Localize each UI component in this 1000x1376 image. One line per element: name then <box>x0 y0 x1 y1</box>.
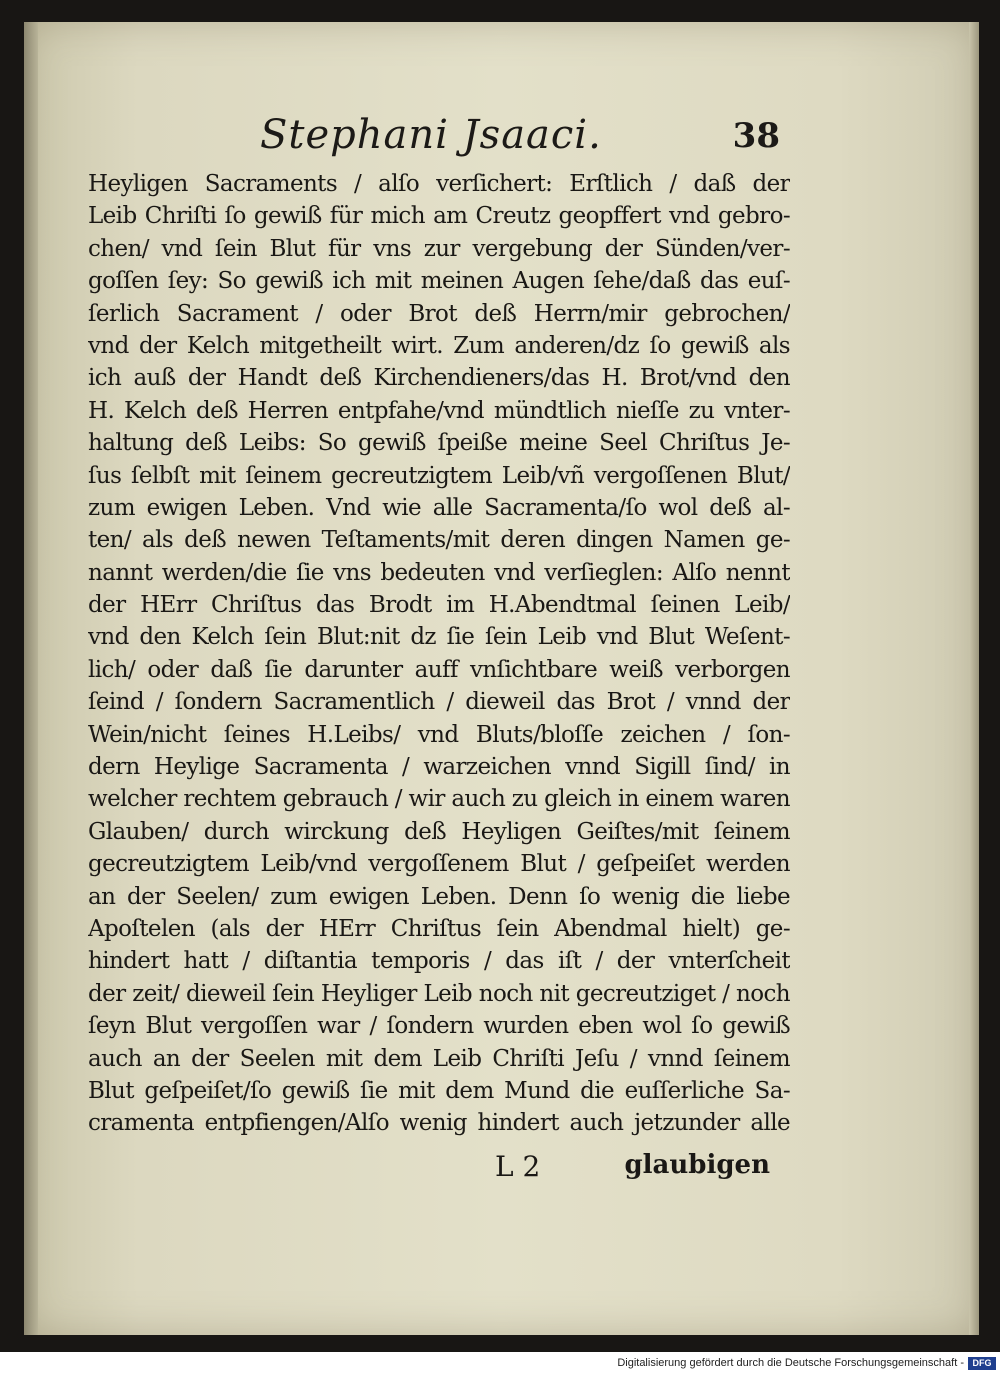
text-line: Leib Chriſti ſo gewiß für mich am Creutz geopffert vnd gebro- <box>88 203 790 230</box>
text-line: haltung deß Leibs: So gewiß ſpeiße meine Seel Chriſtus Je- <box>88 430 790 457</box>
text-line: H. Kelch deß Herren entpfahe/vnd mündtlich nieſſe zu vnter- <box>88 397 790 424</box>
text-line: auch an der Seelen mit dem Leib Chriſti Jeſu / vnnd ſeinem <box>88 1045 790 1072</box>
text-line: an der Seelen/ zum ewigen Leben. Denn ſo wenig die liebe <box>88 883 790 910</box>
text-line: der HErr Chriſtus das Brodt im H.Abendtmal ſeinen Leib/ <box>88 592 790 619</box>
page-footer <box>480 1150 770 1190</box>
catchword: glaubigen <box>624 1150 770 1180</box>
text-line: vnd der Kelch mitgetheilt wirt. Zum anderen/dz ſo gewiß als <box>88 332 790 359</box>
text-line: cramenta entpfiengen/Alſo wenig hindert auch jetzunder alle <box>88 1110 790 1137</box>
page-left-edge <box>24 22 38 1335</box>
text-line: ſeyn Blut vergoſſen war / ſondern wurden eben wol ſo gewiß <box>88 1013 790 1040</box>
signature-mark: L 2 <box>495 1150 541 1183</box>
text-line: Wein/nicht ſeines H.Leibs/ vnd Bluts/bloſſe zeichen / ſon- <box>88 721 790 748</box>
text-line: chen/ vnd ſein Blut für vns zur vergebung der Sünden/ver- <box>88 235 790 262</box>
text-line: ſus ſelbſt mit ſeinem gecreutzigtem Leib/vñ vergoſſenen Blut/ <box>88 462 790 489</box>
text-line: zum ewigen Leben. Vnd wie alle Sacramenta/ſo wol deß al- <box>88 494 790 521</box>
text-line: Apoſtelen (als der HErr Chriſtus ſein Abendmal hielt) ge- <box>88 915 790 942</box>
dfg-logo: DFG <box>968 1357 996 1370</box>
text-line: welcher rechtem gebrauch / wir auch zu gleich in einem waren <box>88 786 790 813</box>
text-line: der zeit/ dieweil ſein Heyliger Leib noch nit gecreutziget / noch <box>88 980 790 1007</box>
text-line: nannt werden/die ſie vns bedeuten vnd verſieglen: Alſo nennt <box>88 559 790 586</box>
text-line: ſeind / ſondern Sacramentlich / dieweil das Brot / vnnd der <box>88 689 790 716</box>
text-line: ten/ als deß newen Teſtaments/mit deren dingen Namen ge- <box>88 527 790 554</box>
credit-bar <box>0 1352 1000 1376</box>
text-line: vnd den Kelch ſein Blut:nit dz ſie ſein Leib vnd Blut Weſent- <box>88 624 790 651</box>
page-right-edge <box>969 22 979 1335</box>
text-line: Glauben/ durch wirckung deß Heyligen Geiſtes/mit ſeinem <box>88 818 790 845</box>
text-line: gecreutzigtem Leib/vnd vergoſſenem Blut / geſpeiſet werden <box>88 851 790 878</box>
text-line: hindert hatt / diſtantia temporis / das iſt / der vnterſcheit <box>88 948 790 975</box>
running-title: Stephani Jsaaci. <box>260 112 602 158</box>
text-line: goſſen ſey: So gewiß ich mit meinen Augen ſehe/daß das euſ- <box>88 268 790 295</box>
text-line: ſerlich Sacrament / oder Brot deß Herrn/mir gebrochen/ <box>88 300 790 327</box>
funding-credit: Digitalisierung gefördert durch die Deutsche Forschungsgemeinschaft - <box>617 1357 964 1369</box>
text-line: Blut geſpeiſet/ſo gewiß ſie mit dem Mund die euſſerliche Sa- <box>88 1077 790 1104</box>
text-line: ich auß der Handt deß Kirchendieners/das H. Brot/vnd den <box>88 365 790 392</box>
text-line: lich/ oder daß ſie darunter auff vnſichtbare weiß verborgen <box>88 656 790 683</box>
text-line: Heyligen Sacraments / alſo verſichert: Erſtlich / daß der <box>88 171 790 197</box>
text-line: dern Heylige Sacramenta / warzeichen vnnd Sigill ſind/ in <box>88 754 790 781</box>
page-number: 38 <box>732 116 780 156</box>
running-header <box>260 112 780 172</box>
body-text <box>88 168 790 1140</box>
